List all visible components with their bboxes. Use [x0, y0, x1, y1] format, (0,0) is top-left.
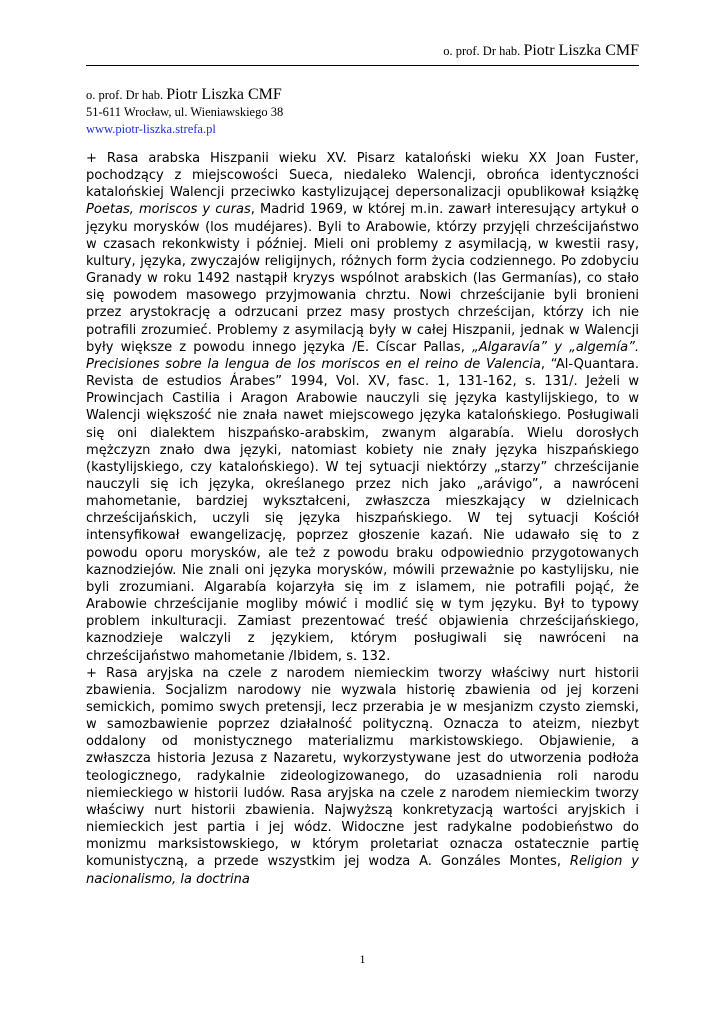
- article-title-italic: „Algaravía” y „algemía”. Precisiones sobre la lengua de los moriscos en el reino de Valencia: [86, 339, 639, 372]
- paragraph-aryan-race: [86, 665, 639, 888]
- paragraph-arab-race: [86, 150, 639, 665]
- book-title-italic: Poetas, moriscos y curas: [86, 202, 251, 218]
- running-header: [443, 42, 639, 60]
- author-title-prefix: o. prof. Dr hab.: [86, 88, 164, 102]
- paragraph-text: , “Al-Quantara. Revista de estudios Árabes” 1994, Vol. XV, fasc. 1, 131-162, s. 131/. Jeżeli w Prowincjach Castilia i Aragon Arabowie nauczyli się języka kastylijskiego, to w Walencji większość nie znała nawet miejscowego języka katalońskiego. Posługiwali się oni dialektem hiszpańsko-arabskim, zwanym algarabía. Wielu dorosłych mężczyzn znało dwa języki, natomiast kobiety nie znały języka hiszpańskiego (kastylijskiego, czy katalońskiego). W tej sytuacji niektórzy „starzy” chrześcijanie nauczyli się ich języka, określanego przez nich jako „arávigo”, a nawróceni mahometanie, bardziej wykształceni, zwłaszcza mieszkający w dzielnicach chrześcijańskich, uczyli się języka hiszpańskiego. W tej sytuacji Kościół intensyfikował ewangelizację, poprzez głoszenie kazań. Nie udawało się to z powodu oporu morysków, ale też z powodu braku odpowiednio przygotowanych kaznodziejów. Nie znali oni języka morysków, mówili przeważnie po kastylijsku, nie byli zrozumiani. Algarabía kojarzyła się im z islamem, nie potrafili pojąć, że Arabowie chrześcijanie mogliby mówić i modlić się w tym języku. Był to typowy problem inkulturacji. Zamiast prezentować treść objawienia chrześcijańskiego, kaznodzieje walczyli z językiem, którym posługiwali się nawróceni na chrześcijaństwo mahometanie /Ibidem, s. 132.: [86, 356, 639, 664]
- paragraph-text: , Madrid 1969, w której m.in. zawarł interesujący artykuł o języku morysków (los mudéjares). Byli to Arabowie, którzy przyjęli chrześcijaństwo w czasach rekonkwisty i później. Mieli oni problemy z asymilacją, w kwestii rasy, kultury, języka, zwyczajów religijnych, różnych form życia codziennego. Po zdobyciu Granady w roku 1492 nastąpił kryzys wspólnot arabskich (las Germanías), co stało się powodem masowego przyjmowania chrztu. Nowi chrześcijanie byli bronieni przez arystokrację a odrzucani przez masy prostych chrześcijan, którzy ich nie potrafili zrozumieć. Problemy z asymilacją były w całej Hiszpanii, jednak w Walencji były większe z powodu innego języka /E. Císcar Pallas,: [86, 202, 639, 355]
- author-line: [86, 86, 283, 104]
- header-title-prefix: o. prof. Dr hab.: [443, 44, 521, 58]
- author-name: Piotr Liszka CMF: [166, 86, 282, 103]
- header-author-name: Piotr Liszka CMF: [523, 42, 639, 59]
- paragraph-text: + Rasa arabska Hiszpanii wieku XV. Pisarz kataloński wieku XX Joan Fuster, pochodzący z miejscowości Sueca, niedaleko Walencji, obrońca identyczności katalońskiej Walencji przeciwko kastylizującej depersonalizacji opublikował książkę: [86, 151, 639, 201]
- street-address: 51-611 Wrocław, ul. Wieniawskiego 38: [86, 105, 284, 119]
- page-number: 1: [359, 952, 366, 966]
- document-body: [86, 150, 639, 888]
- paragraph-text: + Rasa aryjska na czele z narodem niemieckim tworzy właściwy nurt historii zbawienia. Socjalizm narodowy nie wyzwala historię zbawienia od jej korzeni semickich, pomimo swych pretensji, lecz przerabia je w mesjanizm czysto ziemski, w samozbawienie poprzez działalność polityczną. Oznacza to ateizm, niezbyt oddalony od monistycznego materializmu markistowskiego. Objawienie, a zwłaszcza historia Jezusa z Nazaretu, wykorzystywane jest do utworzenia podłoża teologicznego, radykalnie zideologizowanego, do uzasadnienia roli narodu niemieckiego w historii ludów. Rasa aryjska na czele z narodem niemieckim tworzy właściwy nurt historii zbawienia. Najwyższą konkretyzacją wartości aryjskich i niemieckich jest partia i jej wódz. Widoczne jest radykalne podobieństwo do monizmu marksistowskiego, w którym proletariat oznacza ostatecznie partię komunistyczną, a przede wszystkim jej wodza A. Gonzáles Montes,: [86, 665, 639, 870]
- author-address-block: [86, 86, 283, 138]
- book-title-italic: Religion y nacionalismo, la doctrina: [86, 854, 639, 887]
- website-link[interactable]: www.piotr-liszka.strefa.pl: [86, 122, 216, 136]
- header-divider: [86, 65, 639, 66]
